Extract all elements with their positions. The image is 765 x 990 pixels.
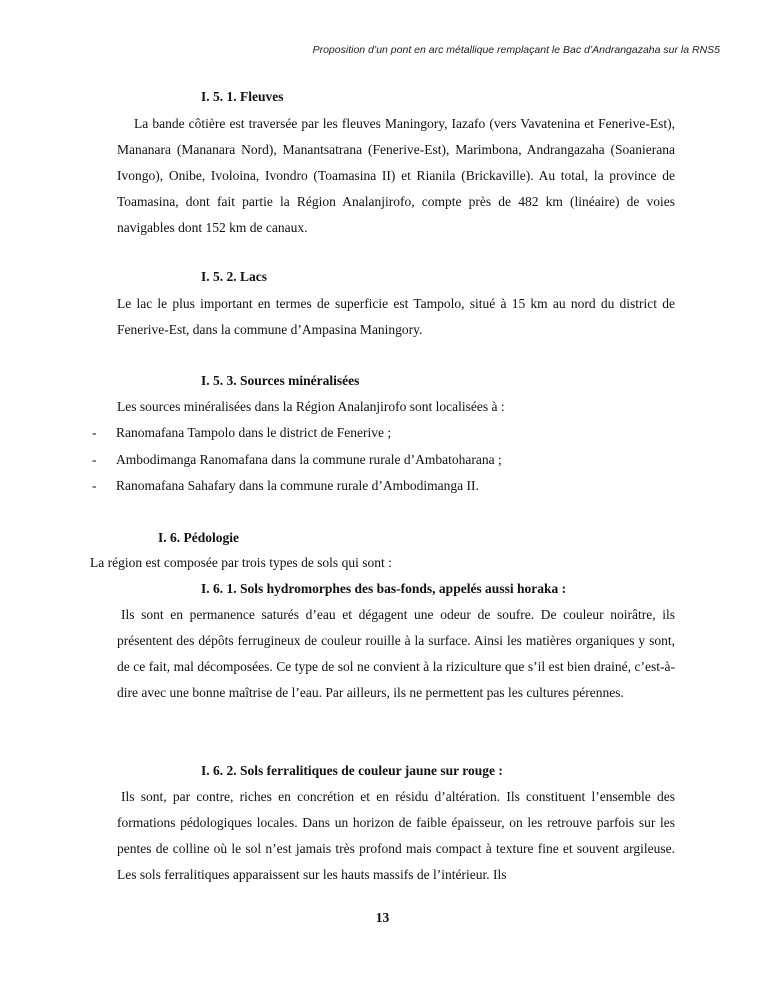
bullet-marker: - (92, 452, 97, 467)
paragraph-sols-ferralitiques: Ils sont, par contre, riches en concrétion et en résidu d’altération. Ils constituent l’ensemble des formations pédologiques locales. Dans un horizon de faible épaisseur, on les retrouve parfois sur les pentes de colline où le sol n’est jamais très profond mais compact à texture fine et souvent argileuse. Les sols ferralitiques apparaissent sur les hauts massifs de l’intérieur. Ils (117, 789, 675, 882)
heading-fleuves: I. 5. 1. Fleuves (201, 89, 284, 104)
sources-intro: Les sources minéralisées dans la Région Analanjirofo sont localisées à : (117, 399, 505, 414)
heading-lacs: I. 5. 2. Lacs (201, 269, 268, 284)
bullet-marker: - (92, 478, 97, 493)
running-header: Proposition d’un pont en arc métallique remplaçant le Bac d’Andrangazaha sur la RNS5 (312, 44, 720, 56)
list-item: Ambodimanga Ranomafana dans la commune rurale d’Ambatoharana ; (116, 452, 502, 467)
heading-sols-hydromorphes: I. 6. 1. Sols hydromorphes des bas-fonds, appelés aussi horaka : (201, 581, 567, 596)
list-item: Ranomafana Tampolo dans le district de Fenerive ; (116, 425, 392, 440)
list-item: Ranomafana Sahafary dans la commune rurale d’Ambodimanga II. (116, 478, 479, 493)
paragraph-fleuves: La bande côtière est traversée par les fleuves Maningory, Iazafo (vers Vavatenina et Fenerive-Est), Mananara (Mananara Nord), Manantsatrana (Fenerive-Est), Marimbona, Andrangazaha (Soanierana Ivongo), Onibe, Ivoloina, Ivondro (Toamasina II) et Rianila (Brickaville). Au total, la province de Toamasina, dont fait partie la Région Analanjirofo, compte près de 482 km (linéaire) de voies navigables dont 152 km de canaux. (117, 116, 675, 235)
pedologie-intro: La région est composée par trois types de sols qui sont : (90, 555, 392, 570)
heading-pedologie: I. 6. Pédologie (158, 530, 239, 545)
paragraph-sols-hydromorphes: Ils sont en permanence saturés d’eau et dégagent une odeur de soufre. De couleur noirâtre, ils présentent des dépôts ferrugineux de couleur rouille à la surface. Ainsi les matières organiques y sont, de ce fait, mal décomposées. Ce type de sol ne convient à la riziculture que s’il est bien drainé, c’est-à-dire avec une bonne maîtrise de l’eau. Par ailleurs, ils ne permettent pas les cultures pérennes. (117, 607, 675, 700)
page-number: 13 (375, 910, 390, 925)
paragraph-lacs: Le lac le plus important en termes de superficie est Tampolo, situé à 15 km au nord du district de Fenerive-Est, dans la commune d’Ampasina Maningory. (117, 296, 675, 337)
heading-sources: I. 5. 3. Sources minéralisées (201, 373, 360, 388)
bullet-marker: - (92, 425, 97, 440)
heading-sols-ferralitiques: I. 6. 2. Sols ferralitiques de couleur jaune sur rouge : (201, 763, 503, 778)
